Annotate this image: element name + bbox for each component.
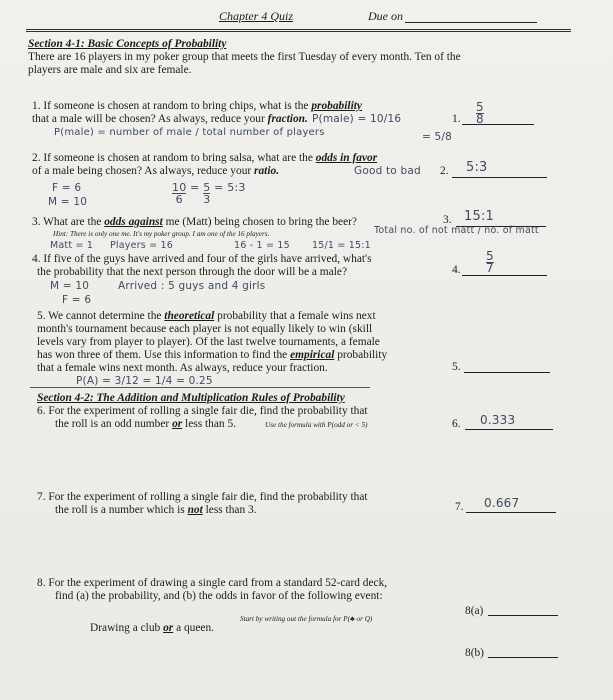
answer-number-label: 6.	[452, 418, 461, 430]
hint-text: Hint: There is only one me. It's my poker group. I am one of the 16 players.	[53, 230, 270, 238]
answer-handwriting: 0.667	[484, 496, 520, 510]
answer-handwriting: 5:3	[466, 160, 488, 175]
handwriting: P(male) = 10/16	[312, 113, 402, 125]
section-divider	[30, 387, 370, 388]
handwriting: = 5/8	[422, 131, 453, 143]
question-text-part: 1. If someone is chosen at random to bring chips, what is the	[32, 100, 312, 112]
header-divider-2	[26, 31, 571, 32]
question-text	[37, 310, 376, 323]
answer-line	[462, 124, 534, 125]
question-text-part: probability	[334, 349, 388, 361]
emphasis: odds in favor	[315, 152, 378, 164]
question-text-part: that a male will be chosen? As always, reduce your	[32, 113, 268, 125]
hint-text: Start by writing out the formula for P(♣ or Q)	[240, 615, 373, 623]
handwriting: M = 10	[48, 196, 88, 208]
handwriting: Good to bad	[354, 165, 421, 177]
handwriting: Arrived : 5 guys and 4 girls	[118, 280, 266, 292]
fraction-numerator: 5	[203, 181, 211, 194]
question-text: month's tournament because each player is not equally likely to win (skill	[37, 323, 373, 335]
answer-number-label: 3.	[443, 214, 452, 226]
due-label: Due on	[368, 9, 403, 23]
fraction-numerator: 10	[172, 181, 187, 194]
fraction-denominator: 3	[203, 193, 211, 206]
fraction-numerator: 5	[476, 100, 484, 114]
answer-line	[466, 512, 556, 513]
answer-handwriting: 0.333	[480, 413, 516, 427]
handwriting-part: =	[190, 181, 200, 194]
question-text-part: of a male being chosen? As always, reduce your	[32, 165, 255, 177]
question-text	[37, 349, 387, 362]
question-text-part: 2. If someone is chosen at random to bring salsa, what are the	[32, 152, 316, 164]
question-text	[32, 113, 308, 126]
question-text-part: less than 5.	[182, 418, 236, 430]
handwriting: M = 10	[50, 280, 90, 292]
section-title: Section 4-2: The Addition and Multiplication Rules of Probability	[37, 392, 345, 404]
handwriting: Players = 16	[110, 240, 173, 251]
fraction-numerator: 5	[486, 249, 494, 263]
answer-number-label: 4.	[452, 264, 461, 276]
answer-handwriting	[486, 249, 494, 274]
question-text: 7. For the experiment of rolling a single fair die, find the probability that	[37, 491, 368, 503]
answer-label-a: 8(a)	[465, 605, 484, 617]
handwriting-part: = 5:3	[214, 181, 246, 194]
question-text: 8. For the experiment of drawing a single card from a standard 52-card deck,	[37, 577, 388, 589]
answer-number-label: 5.	[452, 361, 461, 373]
handwriting: P(A) = 3/12 = 1/4 = 0.25	[76, 375, 213, 387]
question-text-part: less than 3.	[202, 504, 257, 516]
handwriting: 15/1 = 15:1	[312, 240, 371, 251]
emphasis: empirical	[290, 349, 335, 361]
answer-line	[465, 429, 553, 430]
due-date-line	[405, 22, 537, 23]
question-text-part: Drawing a club	[90, 622, 164, 634]
question-text	[32, 165, 279, 178]
question-text-part: the roll is a number which is	[55, 504, 188, 516]
handwriting: Matt = 1	[50, 240, 94, 251]
answer-number-label: 7.	[455, 501, 464, 513]
question-text: the probability that the next person through the door will be a male?	[37, 266, 347, 278]
intro-line: There are 16 players in my poker group that meets the first Tuesday of every month. Ten of the	[28, 51, 461, 63]
intro-line: players are male and six are female.	[28, 64, 192, 76]
question-text-part: 3. What are the	[32, 216, 105, 228]
question-text-part: probability that a female wins next	[214, 310, 376, 322]
event-text	[90, 622, 214, 635]
header-divider	[26, 29, 571, 30]
question-text: find (a) the probability, and (b) the odds in favor of the following event:	[55, 590, 383, 602]
handwriting: F = 6	[62, 294, 92, 306]
answer-line	[452, 177, 547, 178]
question-text-part: 5. We cannot determine the	[37, 310, 165, 322]
question-text-part: a queen.	[173, 622, 215, 634]
fraction-denominator: 7	[486, 261, 494, 275]
handwriting: F = 6	[52, 182, 82, 194]
answer-label-b: 8(b)	[465, 647, 484, 659]
answer-line	[462, 275, 547, 276]
emphasis: not	[187, 504, 203, 516]
emphasis: fraction.	[267, 113, 308, 125]
handwriting: 16 - 1 = 15	[234, 240, 290, 251]
answer-number-label: 1.	[452, 113, 461, 125]
question-text: that a female wins next month. As always, reduce your fraction.	[37, 362, 328, 374]
emphasis: or	[163, 622, 174, 634]
answer-handwriting	[476, 100, 484, 125]
emphasis: odds against	[104, 216, 163, 228]
question-text	[55, 418, 236, 431]
answer-number-label: 2.	[440, 165, 449, 177]
fraction-denominator: 8	[476, 112, 484, 126]
answer-handwriting: 15:1	[464, 209, 494, 224]
emphasis: or	[172, 418, 183, 430]
question-text: 6. For the experiment of rolling a single fair die, find the probability that	[37, 405, 368, 417]
fraction-denominator: 6	[175, 193, 183, 206]
section-title: Section 4-1: Basic Concepts of Probability	[28, 38, 227, 50]
question-text-part: the roll is an odd number	[55, 418, 173, 430]
handwriting: P(male) = number of male / total number of players	[54, 127, 325, 138]
handwriting: Total no. of not matt / no. of matt	[374, 225, 539, 236]
emphasis: theoretical	[164, 310, 215, 322]
answer-line	[488, 615, 558, 616]
chapter-title: Chapter 4 Quiz	[219, 9, 294, 23]
question-text: levels vary from player to player). Of the last twelve tournaments, a female	[37, 336, 380, 348]
question-text	[55, 504, 257, 517]
emphasis: ratio.	[254, 165, 280, 177]
answer-line	[464, 372, 550, 373]
hint-text: Use the formula with P(odd or < 5)	[265, 421, 368, 429]
question-text: 4. If five of the guys have arrived and four of the girls have arrived, what's	[32, 253, 372, 265]
emphasis: probability	[311, 100, 362, 112]
question-text-part: has won three of them. Use this information to find the	[37, 349, 291, 361]
question-text	[32, 152, 377, 165]
answer-line	[488, 657, 558, 658]
question-text	[32, 100, 362, 113]
question-text-part: me (Matt) being chosen to bring the beer?	[162, 216, 357, 228]
handwriting	[172, 181, 246, 205]
question-text	[32, 216, 357, 229]
